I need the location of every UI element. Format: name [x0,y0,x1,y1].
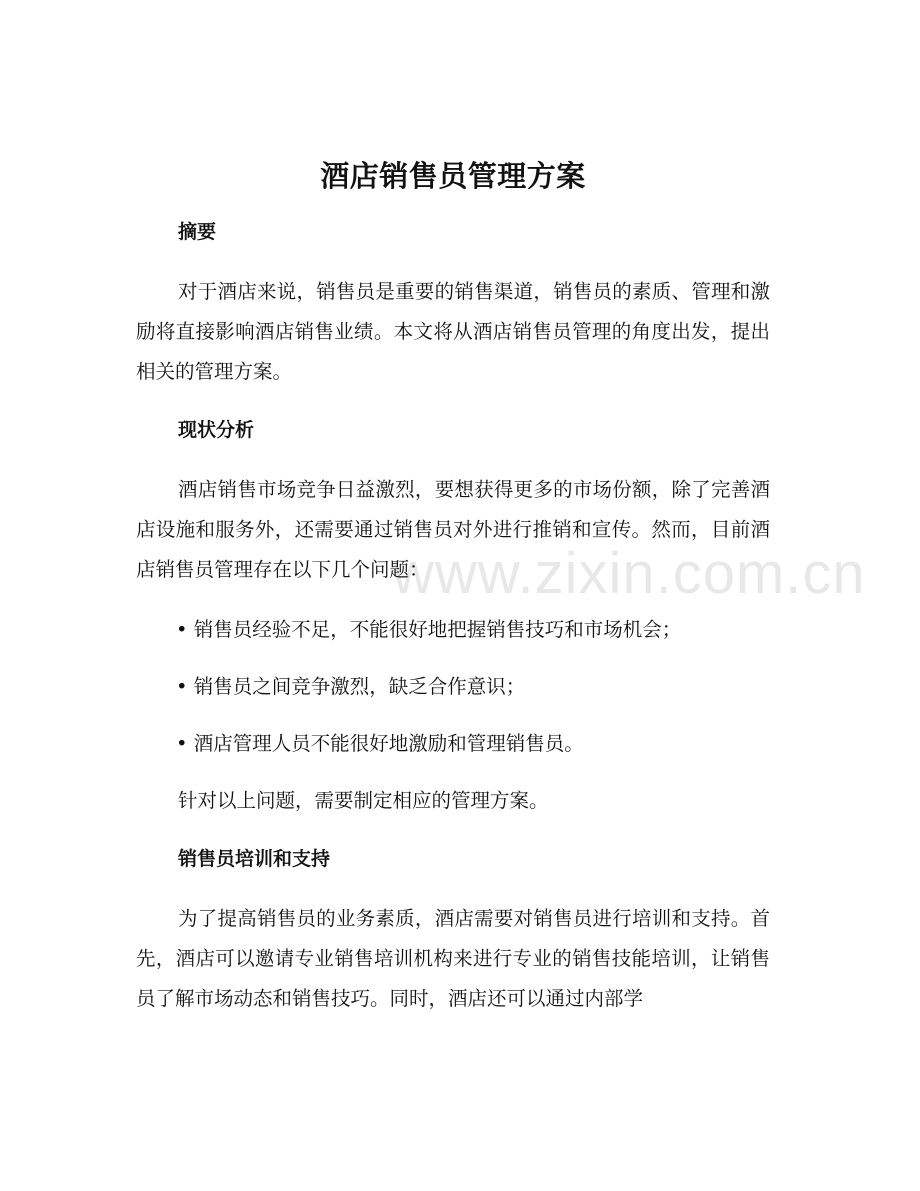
abstract-paragraph: 对于酒店来说，销售员是重要的销售渠道，销售员的素质、管理和激励将直接影响酒店销售业绩。本文将从酒店销售员管理的角度出发，提出相关的管理方案。 [136,280,770,383]
training-support-paragraph: 为了提高销售员的业务素质，酒店需要对销售员进行培训和支持。首先，酒店可以邀请专业销售培训机构来进行专业的销售技能培训，让销售员了解市场动态和销售技巧。同时，酒店还可以通过内部学 [136,907,770,1010]
bullet-item: • 销售员之间竞争激烈，缺乏合作意识； [176,675,526,698]
section-heading-status-analysis: 现状分析 [178,419,255,441]
section-heading-abstract: 摘要 [178,221,217,243]
bullet-item: • 酒店管理人员不能很好地激励和管理销售员。 [176,732,584,755]
bullet-item: • 销售员经验不足，不能很好地把握销售技巧和市场机会； [176,618,682,641]
status-analysis-paragraph: 酒店销售市场竞争日益激烈，要想获得更多的市场份额，除了完善酒店设施和服务外，还需要通过销售员对外进行推销和宣传。然而，目前酒店销售员管理存在以下几个问题： [136,478,770,581]
document-title: 酒店销售员管理方案 [320,159,586,193]
status-analysis-closing: 针对以上问题，需要制定相应的管理方案。 [178,789,549,812]
document-body [136,148,770,1039]
section-heading-training-support: 销售员培训和支持 [178,848,331,870]
watermark: www.zixin.com.cn [392,541,866,606]
